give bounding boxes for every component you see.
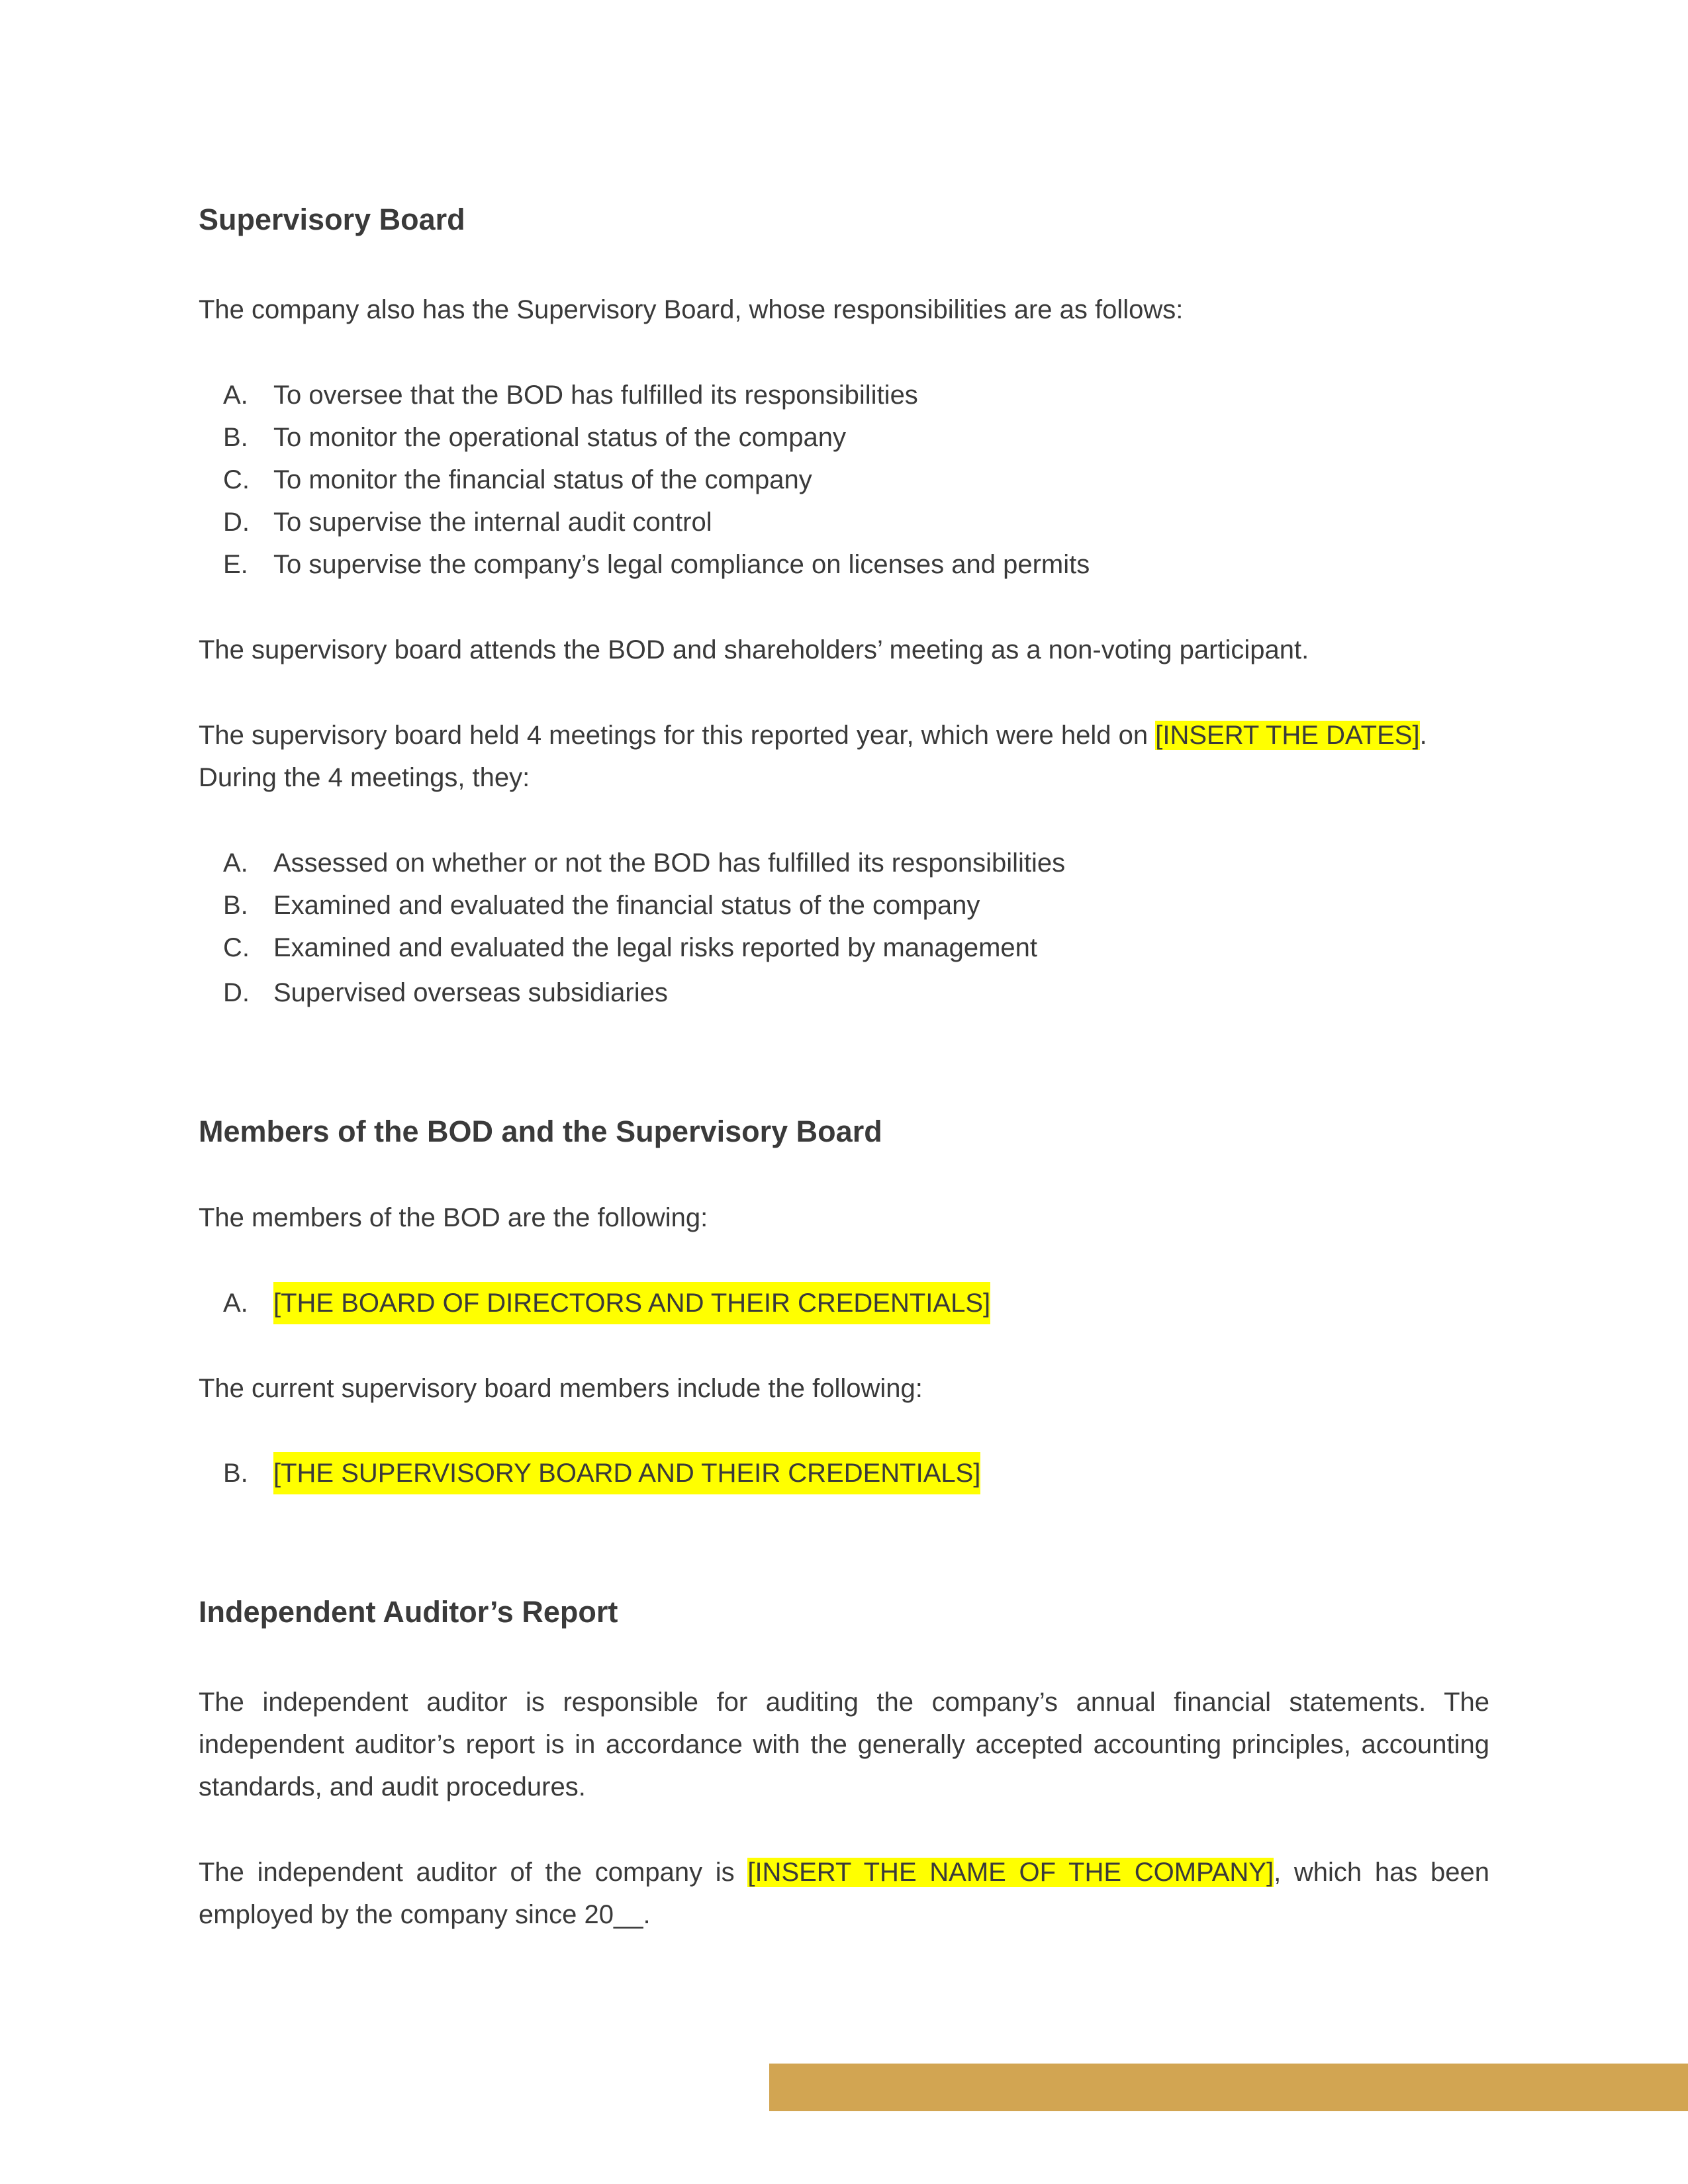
list-item-text: Examined and evaluated the financial status of the company: [273, 891, 980, 920]
list-item-text: Supervised overseas subsidiaries: [273, 978, 668, 1007]
list-item-text: To monitor the financial status of the company: [273, 465, 812, 494]
list-marker: C.: [223, 465, 250, 494]
list-marker: B.: [223, 423, 248, 452]
list-marker: A.: [223, 1289, 248, 1318]
list-marker: B.: [223, 1459, 248, 1488]
list-item-text: To supervise the company’s legal compliance on licenses and permits: [273, 550, 1090, 579]
supervisory-credentials-placeholder: [THE SUPERVISORY BOARD AND THEIR CREDENTIALS]: [273, 1452, 980, 1494]
insert-dates-placeholder: [INSERT THE DATES]: [1155, 721, 1420, 750]
bod-credentials-placeholder: [THE BOARD OF DIRECTORS AND THEIR CREDENTIALS]: [273, 1282, 990, 1324]
section-heading-members: Members of the BOD and the Supervisory Board: [199, 1115, 882, 1148]
meetings-period: .: [1419, 721, 1427, 750]
auditor-text-continued: , which has been employed by the company since 20__.: [199, 1858, 1489, 1929]
supervisory-meetings-paragraph: [199, 714, 1489, 799]
meetings-text: The supervisory board held 4 meetings for this reported year, which were held on: [199, 721, 1156, 750]
meetings-first-line: [199, 714, 1489, 756]
supervisory-members-intro: The current supervisory board members include the following:: [199, 1374, 923, 1403]
list-item-text: Assessed on whether or not the BOD has fulfilled its responsibilities: [273, 848, 1066, 878]
auditor-name-paragraph: [199, 1851, 1489, 1936]
list-item-text: Examined and evaluated the legal risks reported by management: [273, 933, 1038, 962]
list-marker: A.: [223, 381, 248, 410]
list-marker: A.: [223, 848, 248, 878]
list-marker: D.: [223, 508, 250, 537]
supervisory-attends-paragraph: The supervisory board attends the BOD and shareholders’ meeting as a non-voting participant.: [199, 635, 1309, 664]
auditor-text: The independent auditor of the company is: [199, 1858, 748, 1887]
meetings-second-line: During the 4 meetings, they:: [199, 763, 530, 792]
supervisory-intro-paragraph: The company also has the Supervisory Board, whose responsibilities are as follows:: [199, 295, 1184, 324]
list-marker: E.: [223, 550, 248, 579]
list-marker: D.: [223, 978, 250, 1007]
insert-company-name-placeholder: [INSERT THE NAME OF THE COMPANY]: [747, 1858, 1274, 1887]
auditor-responsibility-paragraph: The independent auditor is responsible for auditing the company’s annual financial statements. The independent auditor’s report is in accordance with the generally accepted accounting principles, accounting standards, and audit procedures.: [199, 1688, 1489, 1801]
section-heading-supervisory-board: Supervisory Board: [199, 203, 465, 236]
list-item-text: To supervise the internal audit control: [273, 508, 712, 537]
bod-members-intro: The members of the BOD are the following:: [199, 1203, 708, 1232]
footer-accent-bar: [769, 2064, 1688, 2111]
list-marker: C.: [223, 933, 250, 962]
list-marker: B.: [223, 891, 248, 920]
section-heading-auditor-report: Independent Auditor’s Report: [199, 1595, 618, 1629]
list-item-text: To oversee that the BOD has fulfilled its responsibilities: [273, 381, 918, 410]
list-item-text: To monitor the operational status of the company: [273, 423, 846, 452]
